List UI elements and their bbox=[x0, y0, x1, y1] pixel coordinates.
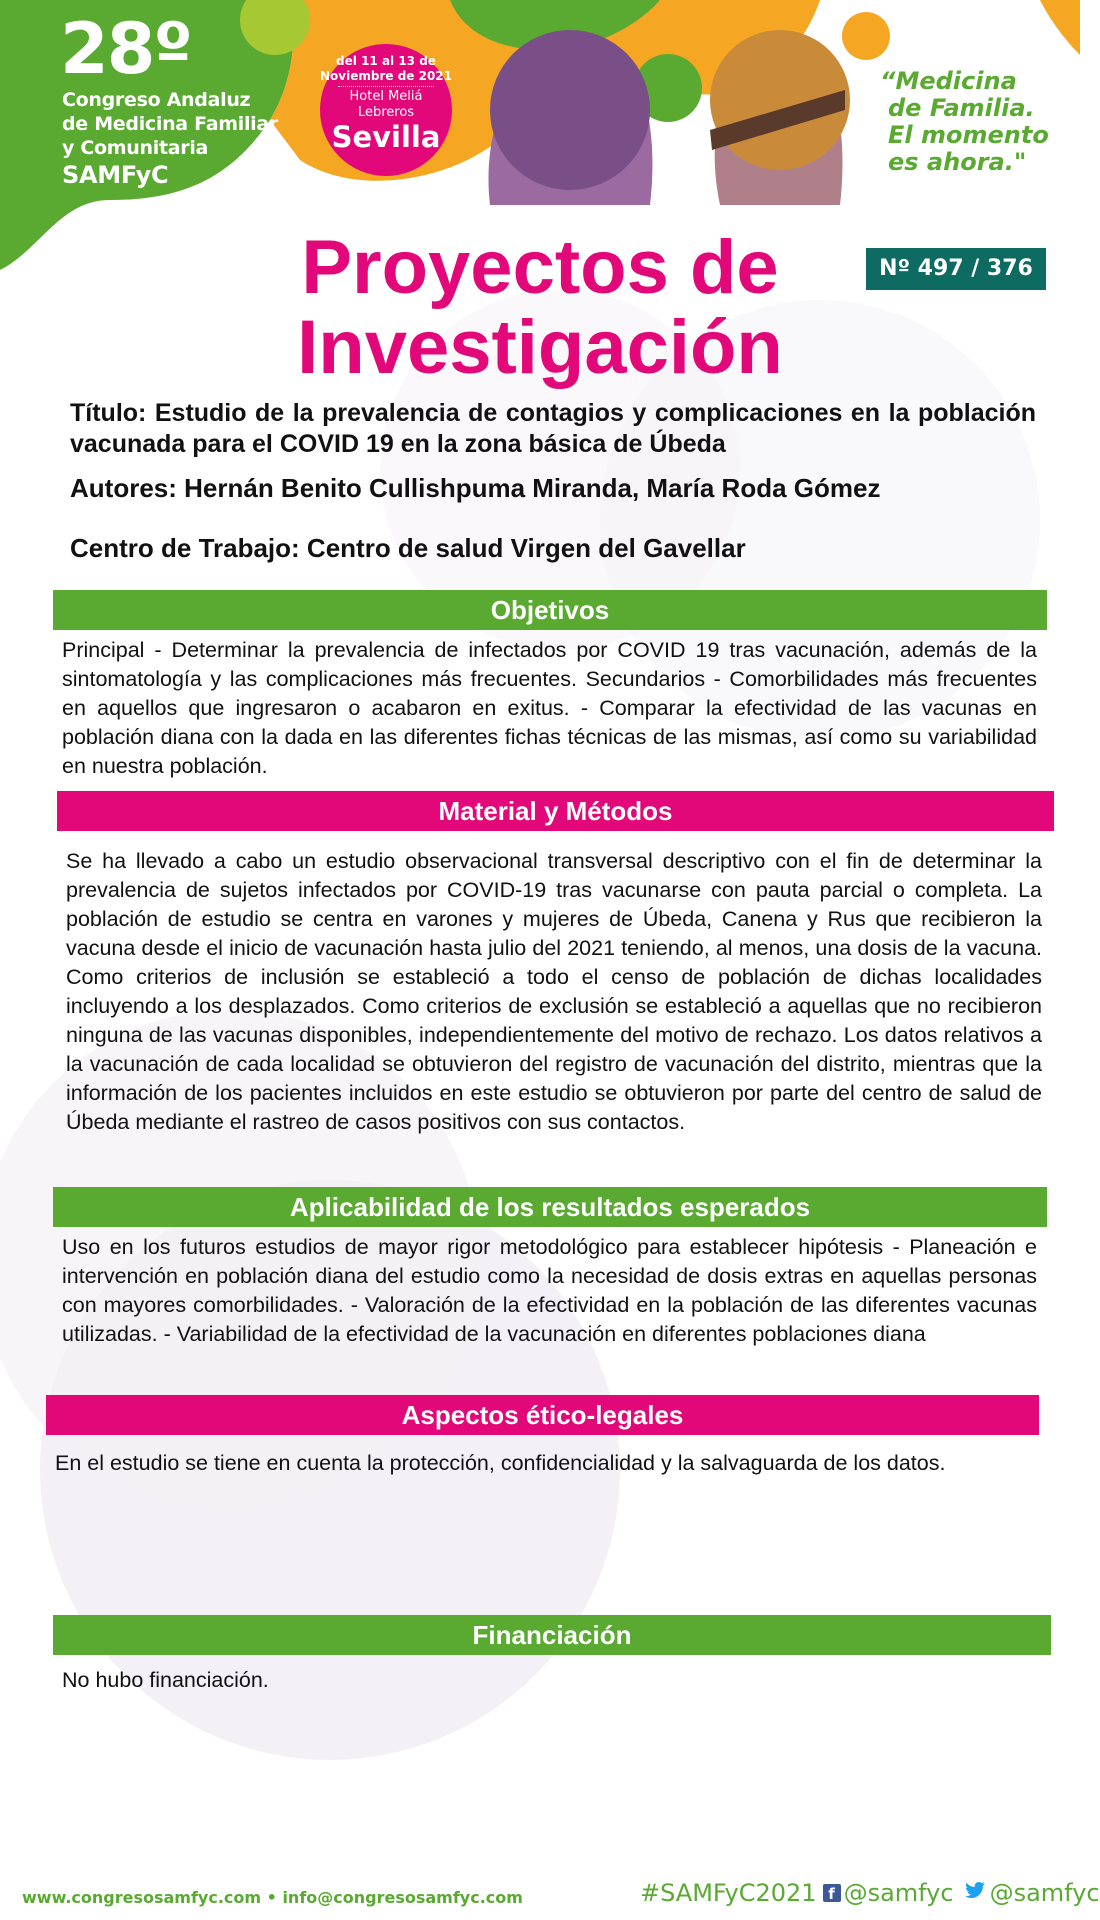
event-dates-line-1: del 11 al 13 de bbox=[336, 54, 436, 68]
event-dates-line-2: Noviembre de 2021 bbox=[320, 69, 452, 83]
congress-slogan bbox=[880, 68, 1070, 176]
congress-line-2: de Medicina Familiar bbox=[62, 113, 278, 135]
poster-category bbox=[180, 225, 900, 390]
poster-number-badge: Nº 497 / 376 bbox=[866, 248, 1046, 290]
poster-title: Título: Estudio de la prevalencia de contagios y complicaciones en la población vacunada para el COVID 19 en la zona básica de Úbeda bbox=[70, 399, 1036, 458]
facebook-handle: @samfyc bbox=[843, 1879, 954, 1907]
poster-work-center: Centro de Trabajo: Centro de salud Virgen del Gavellar bbox=[70, 533, 746, 563]
organization-name: SAMFyC bbox=[62, 161, 169, 189]
poster-authors: Autores: Hernán Benito Cullishpuma Miranda, María Roda Gómez bbox=[70, 473, 881, 503]
twitter-icon bbox=[964, 1882, 986, 1900]
slogan-line-4: es ahora." bbox=[888, 148, 1027, 176]
twitter-handle: @samfyc bbox=[989, 1879, 1100, 1907]
objetivos-text: Principal - Determinar la prevalencia de infectados por COVID 19 tras vacunación, además de la sintomatología y las complicaciones más frecuentes. Secundarios - Comorbilidades más frecuentes en aquellos que ingresaron o acabaron en exitus. - Comparar la efectividad de las vacunas en población diana con la dada en las diferentes fichas técnicas de las mismas, así como su variabilidad en nuestra población. bbox=[62, 638, 1037, 778]
footer-contact: www.congresosamfyc.com • info@congresosamfyc.com bbox=[22, 1888, 523, 1907]
financiacion-text: No hubo financiación. bbox=[62, 1668, 269, 1692]
footer-social bbox=[640, 1878, 1100, 1907]
slogan-line-3: El momento bbox=[888, 121, 1049, 149]
facebook-icon: f bbox=[823, 1884, 841, 1902]
aplicabilidad-heading: Aplicabilidad de los resultados esperados bbox=[53, 1187, 1047, 1227]
slogan-line-1: “Medicina bbox=[880, 67, 1017, 95]
category-line-1: Proyectos de bbox=[301, 225, 779, 310]
congress-line-1: Congreso Andaluz bbox=[62, 89, 251, 111]
financiacion-heading: Financiación bbox=[53, 1615, 1051, 1655]
event-hotel: Hotel Meliá Lebreros bbox=[349, 89, 423, 120]
metodos-text: Se ha llevado a cabo un estudio observacional transversal descriptivo con el fin de determinar la prevalencia de sujetos infectados por COVID-19 tras vacunarse con pauta parcial o completa. La población de estudio se centra en varones y mujeres de Úbeda, Canena y Rus que recibieron la vacuna desde el inicio de vacunación hasta julio del 2021 teniendo, al menos, una dosis de la vacuna. Como criterios de inclusión se estableció a todo el censo de población de dichas localidades incluyendo a los desplazados. Como criterios de exclusión se estableció a aquellas que no recibieron ninguna de las vacunas disponibles, independientemente del motivo de rechazo. Los datos relativos a la vacunación de cada localidad se obtuvieron del registro de vacunación del distrito, mientras que la información de los pacientes incluidos en este estudio se obtuvieron por parte del centro de salud de Úbeda mediante el rastreo de casos positivos con sus contactos. bbox=[66, 849, 1042, 1134]
footer-hashtag: #SAMFyC2021 bbox=[640, 1879, 817, 1907]
slogan-line-2: de Familia. bbox=[888, 94, 1035, 122]
congress-line-3: y Comunitaria bbox=[62, 137, 209, 159]
event-date-badge bbox=[320, 44, 452, 176]
metodos-heading: Material y Métodos bbox=[57, 791, 1054, 831]
badge-divider bbox=[338, 86, 434, 87]
objetivos-heading: Objetivos bbox=[53, 590, 1047, 630]
category-line-2: Investigación bbox=[297, 305, 783, 390]
etica-text: En el estudio se tiene en cuenta la protección, confidencialidad y la salvaguarda de los datos. bbox=[55, 1451, 946, 1475]
congress-edition: 28º bbox=[60, 8, 191, 90]
aplicabilidad-text: Uso en los futuros estudios de mayor rigor metodológico para establecer hipótesis - Planeación e intervención en población diana del estudio como la necesidad de dosis extras en aquellas personas con mayores comorbilidades. - Valoración de la efectividad en la población de las diferentes vacunas utilizadas. - Variabilidad de la efectividad de la vacunación en diferentes poblaciones diana bbox=[62, 1235, 1037, 1346]
congress-name bbox=[62, 88, 292, 190]
etica-heading: Aspectos ético-legales bbox=[46, 1395, 1039, 1435]
event-city: Sevilla bbox=[331, 120, 441, 154]
